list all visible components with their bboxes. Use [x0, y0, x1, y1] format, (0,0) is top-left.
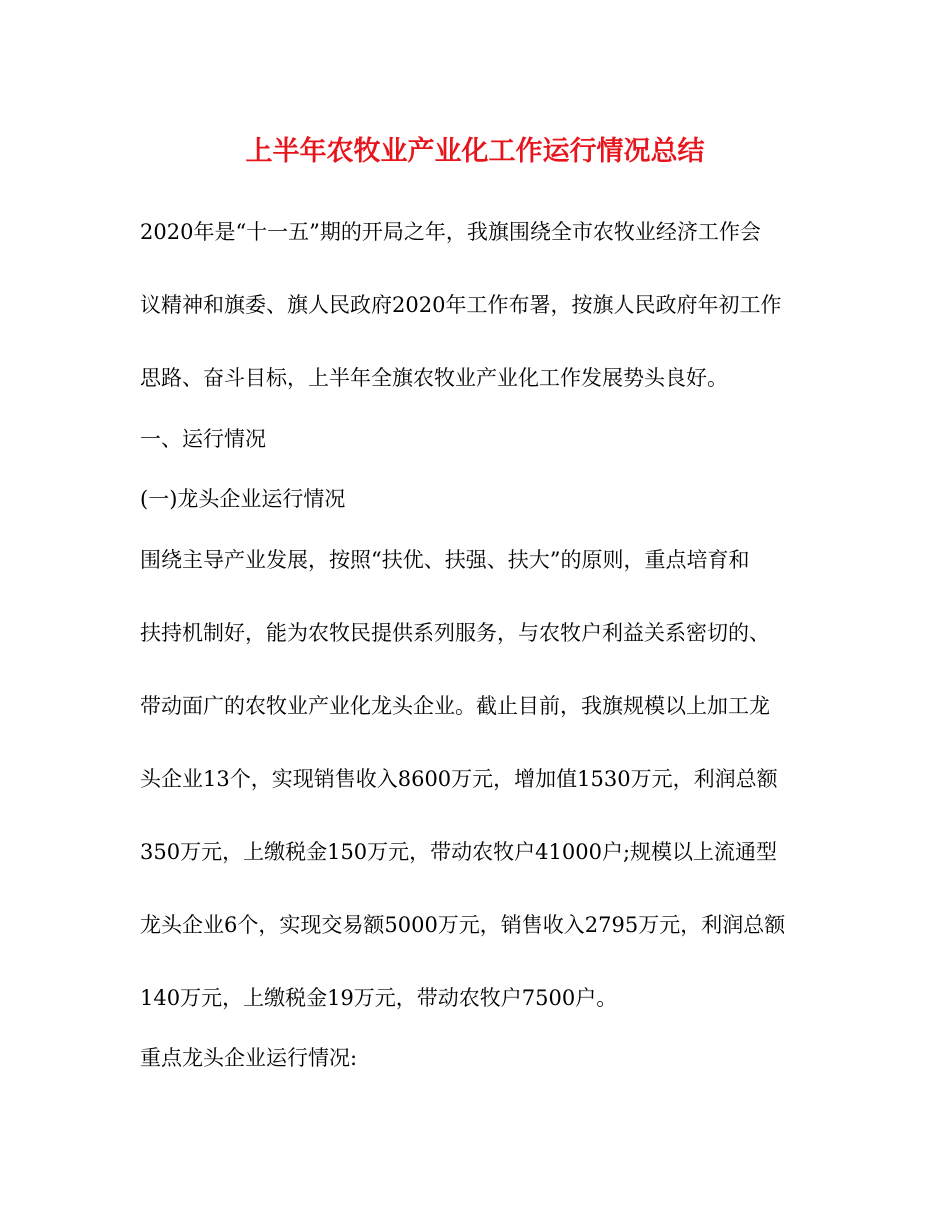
paragraph-line: 带动面广的农牧业产业化龙头企业。截止目前，我旗规模以上加工龙: [140, 694, 770, 718]
paragraph-line: 思路、奋斗目标，上半年全旗农牧业产业化工作发展势头良好。: [140, 366, 728, 390]
paragraph-line: 扶持机制好，能为农牧民提供系列服务，与农牧户利益关系密切的、: [140, 621, 770, 645]
paragraph-line: 围绕主导产业发展，按照“扶优、扶强、扶大”的原则，重点培育和: [140, 548, 750, 572]
document-title: 上半年农牧业产业化工作运行情况总结: [245, 136, 705, 167]
paragraph-line: 350万元，上缴税金150万元，带动农牧户41000户;规模以上流通型: [140, 840, 778, 864]
subsection-heading: 重点龙头企业运行情况:: [140, 1046, 358, 1070]
paragraph-line: 2020年是“十一五”期的开局之年，我旗围绕全市农牧业经济工作会: [140, 220, 761, 244]
section-heading: 一、运行情况: [140, 427, 266, 451]
paragraph-line: 头企业13个，实现销售收入8600万元，增加值1530万元，利润总额: [140, 767, 778, 791]
paragraph-line: 140万元，上缴税金19万元，带动农牧户7500户。: [140, 986, 618, 1010]
paragraph-line: 议精神和旗委、旗人民政府2020年工作布署，按旗人民政府年初工作: [140, 293, 782, 317]
paragraph-line: 龙头企业6个，实现交易额5000万元，销售收入2795万元，利润总额: [140, 913, 786, 937]
subsection-heading: (一)龙头企业运行情况: [140, 487, 346, 511]
